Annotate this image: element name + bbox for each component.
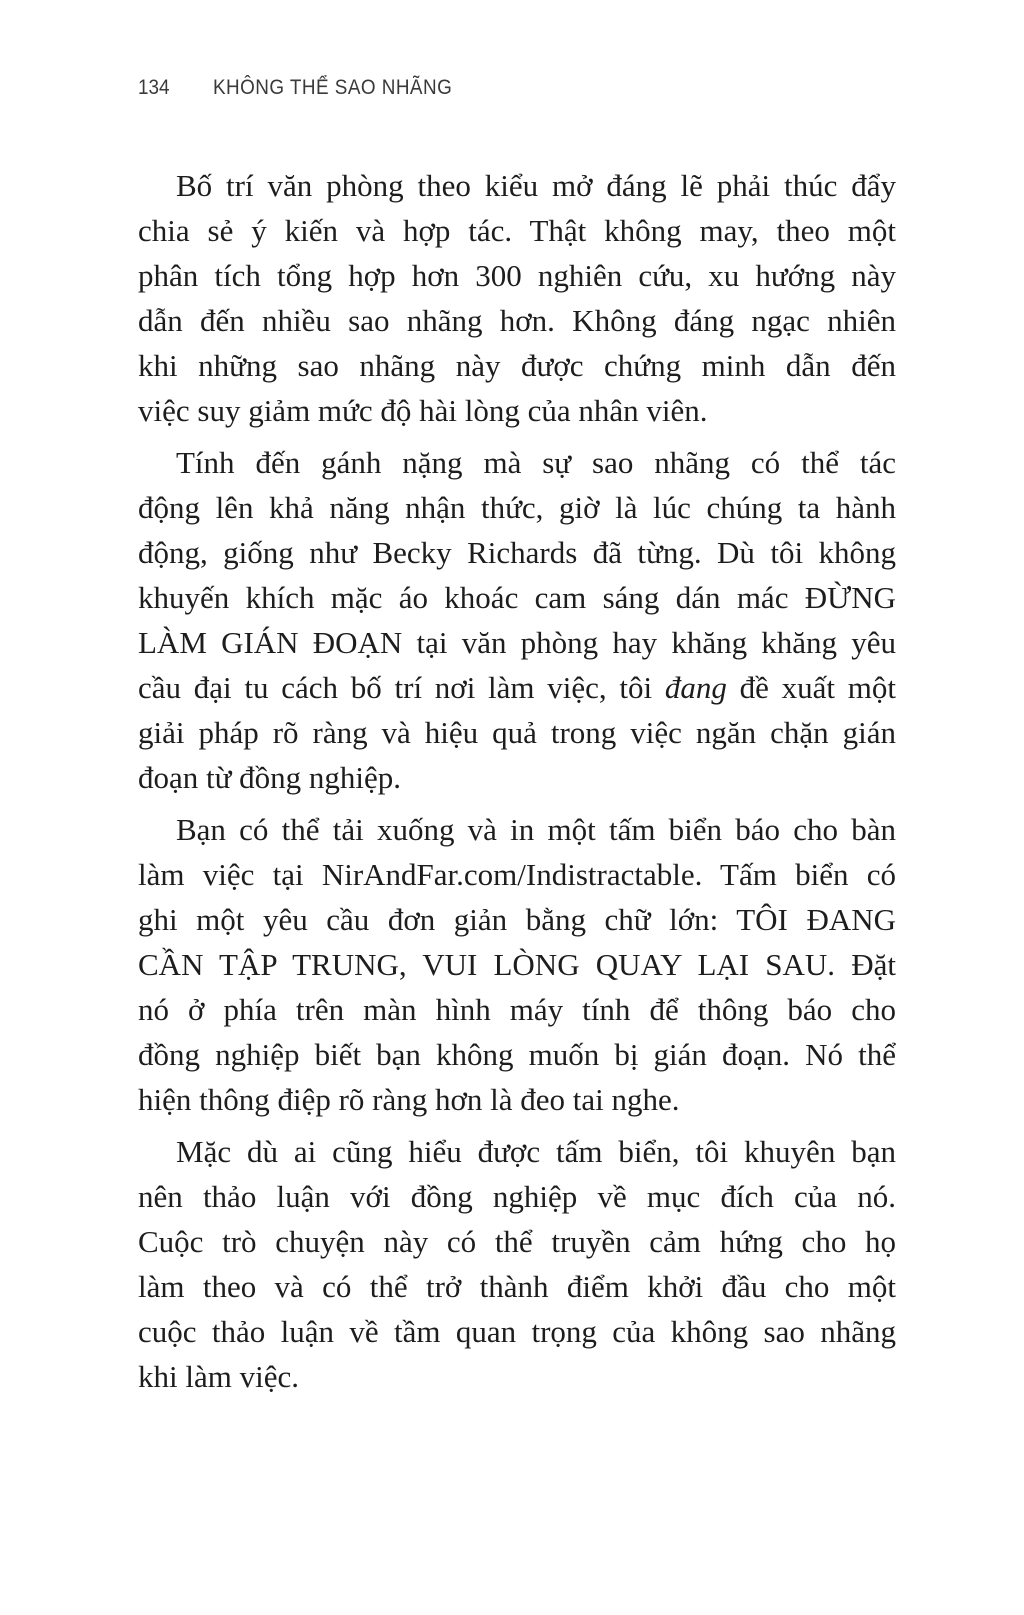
text-line	[138, 620, 896, 665]
text-line	[138, 987, 896, 1032]
text-line	[138, 1354, 896, 1399]
text-line	[138, 852, 896, 897]
text-line	[138, 1077, 896, 1122]
text-run: Mặc dù ai cũng hiểu được tấm biển, tôi khuyên bạn	[176, 1134, 896, 1169]
paragraph	[138, 163, 896, 433]
text-line	[138, 1174, 896, 1219]
text-line	[138, 942, 896, 987]
text-run: LÀM GIÁN ĐOẠN tại văn phòng hay khăng khăng yêu	[138, 625, 896, 660]
text-line	[138, 807, 896, 852]
text-run: CẦN TẬP TRUNG, VUI LÒNG QUAY LẠI SAU. Đặt	[138, 947, 896, 982]
text-line	[138, 575, 896, 620]
paragraph	[138, 807, 896, 1122]
page-number: 134	[138, 76, 170, 99]
text-run: đồng nghiệp biết bạn không muốn bị gián đoạn. Nó thể	[138, 1037, 896, 1072]
text-run: Bạn có thể tải xuống và in một tấm biển báo cho bàn	[176, 812, 896, 847]
paragraph	[138, 1129, 896, 1399]
text-line	[138, 710, 896, 755]
paragraph	[138, 440, 896, 800]
text-run: ghi một yêu cầu đơn giản bằng chữ lớn: TÔI ĐANG	[138, 902, 896, 937]
text-run: làm theo và có thể trở thành điểm khởi đầu cho một	[138, 1269, 896, 1304]
text-run: cầu đại tu cách bố trí nơi làm việc, tôi	[138, 670, 665, 705]
text-line	[138, 897, 896, 942]
text-run: Tính đến gánh nặng mà sự sao nhãng có thể tác	[176, 445, 896, 480]
body-text	[138, 163, 896, 1406]
text-line	[138, 298, 896, 343]
running-header	[138, 76, 479, 100]
text-line	[138, 388, 896, 433]
text-line	[138, 1032, 896, 1077]
text-run: nên thảo luận với đồng nghiệp về mục đích của nó.	[138, 1179, 896, 1214]
text-line	[138, 440, 896, 485]
text-run: giải pháp rõ ràng và hiệu quả trong việc ngăn chặn gián	[138, 715, 896, 750]
text-run: việc suy giảm mức độ hài lòng của nhân viên.	[138, 393, 708, 428]
text-line	[138, 755, 896, 800]
text-line	[138, 253, 896, 298]
text-run: đoạn từ đồng nghiệp.	[138, 760, 402, 795]
text-run: làm việc tại NirAndFar.com/Indistractable. Tấm biển có	[138, 857, 896, 892]
text-line	[138, 1219, 896, 1264]
text-line	[138, 208, 896, 253]
text-line	[138, 1129, 896, 1174]
text-line	[138, 1309, 896, 1354]
text-line	[138, 530, 896, 575]
text-run: phân tích tổng hợp hơn 300 nghiên cứu, xu hướng này	[138, 258, 896, 293]
text-run: nó ở phía trên màn hình máy tính để thông báo cho	[138, 992, 896, 1027]
text-run: Cuộc trò chuyện này có thể truyền cảm hứng cho họ	[138, 1224, 896, 1259]
text-run: động lên khả năng nhận thức, giờ là lúc chúng ta hành	[138, 490, 896, 525]
text-line	[138, 665, 896, 710]
italic-run: đang	[664, 670, 727, 705]
text-run: động, giống như Becky Richards đã từng. Dù tôi không	[138, 535, 896, 570]
text-line	[138, 163, 896, 208]
running-title: KHÔNG THỂ SAO NHÃNG	[213, 76, 453, 99]
text-run: khuyến khích mặc áo khoác cam sáng dán mác ĐỪNG	[138, 580, 896, 615]
text-run: dẫn đến nhiều sao nhãng hơn. Không đáng ngạc nhiên	[138, 303, 896, 338]
text-run: đề xuất một	[726, 670, 897, 705]
text-run: cuộc thảo luận về tầm quan trọng của không sao nhãng	[138, 1314, 896, 1349]
text-line	[138, 343, 896, 388]
text-run: Bố trí văn phòng theo kiểu mở đáng lẽ phải thúc đẩy	[176, 168, 896, 203]
text-run: chia sẻ ý kiến và hợp tác. Thật không may, theo một	[138, 213, 896, 248]
text-run: khi làm việc.	[138, 1359, 299, 1394]
text-line	[138, 1264, 896, 1309]
text-run: hiện thông điệp rõ ràng hơn là đeo tai nghe.	[138, 1082, 680, 1117]
text-run: khi những sao nhãng này được chứng minh dẫn đến	[138, 348, 896, 383]
text-line	[138, 485, 896, 530]
